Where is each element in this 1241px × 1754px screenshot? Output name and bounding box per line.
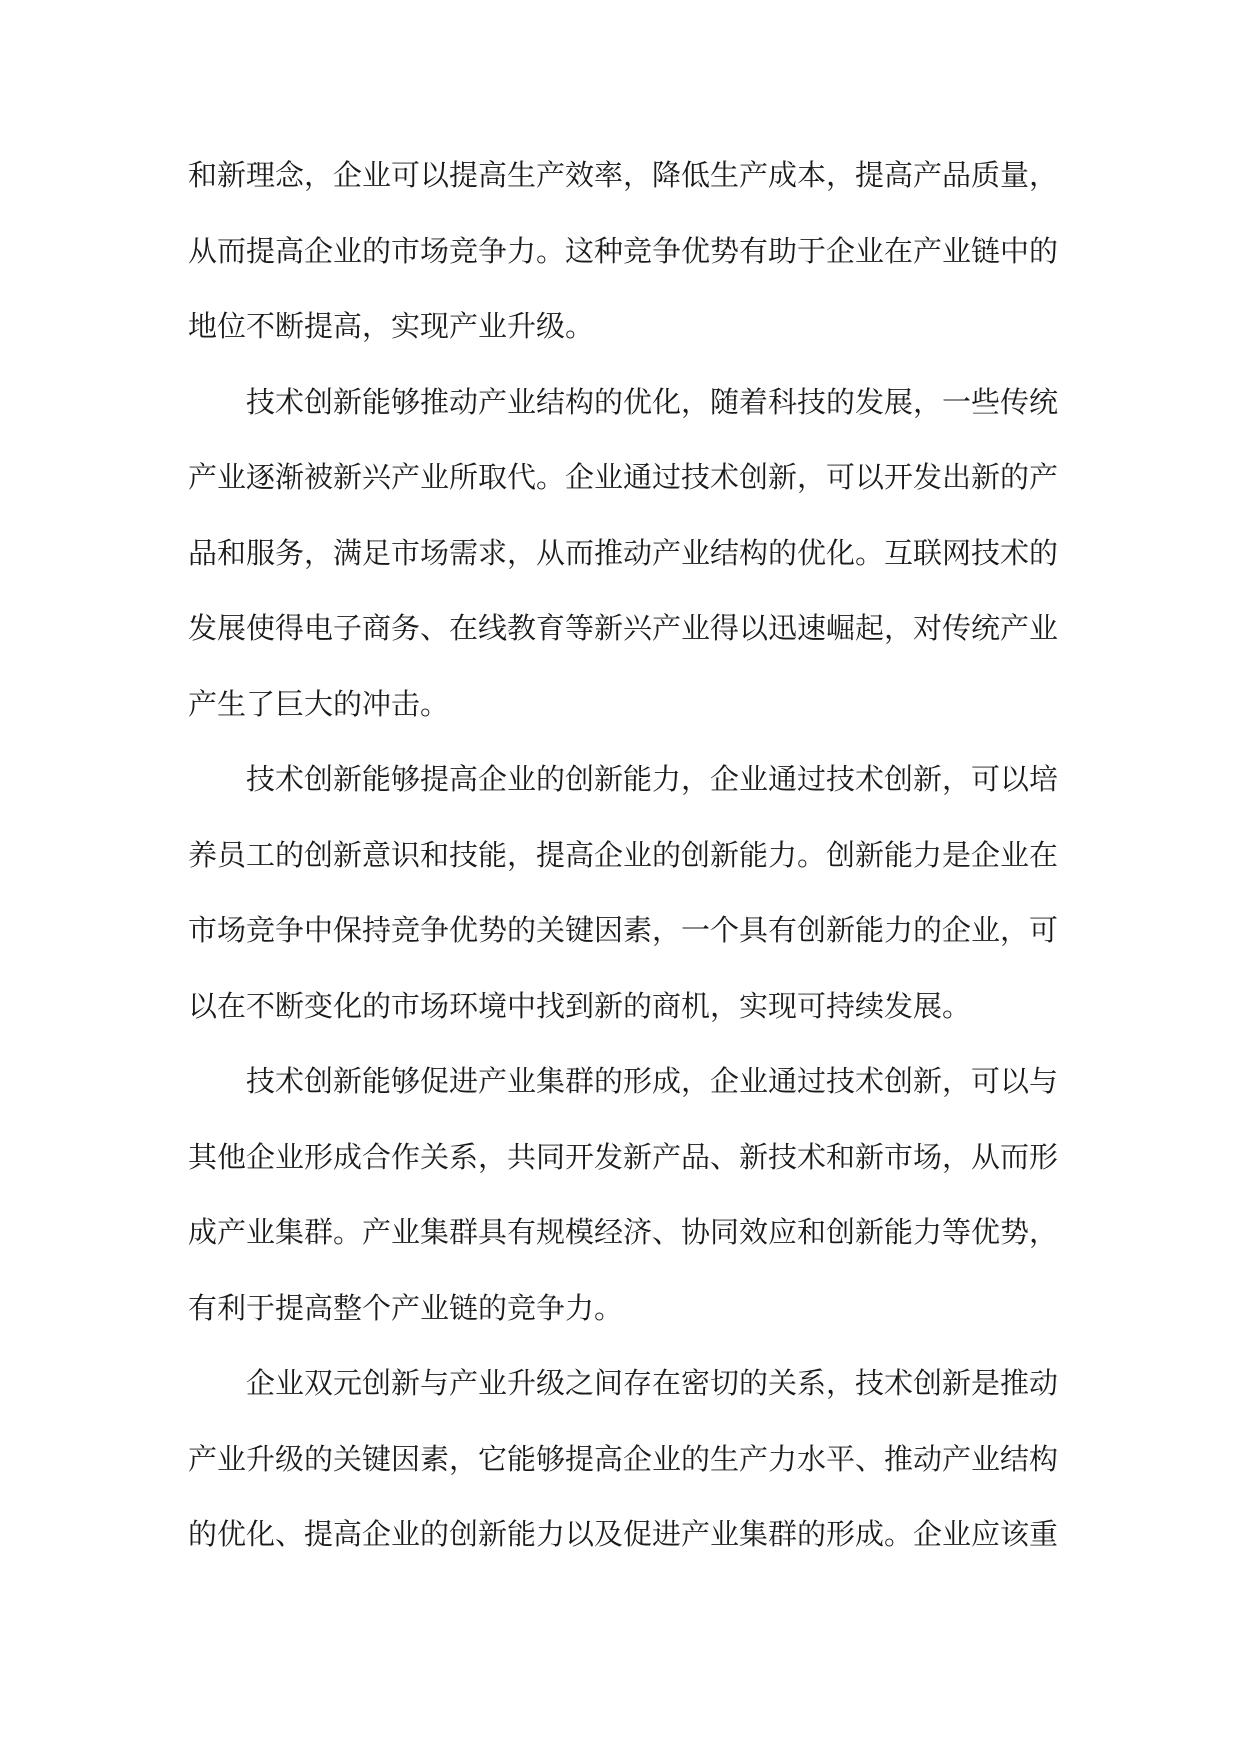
paragraph-4 bbox=[188, 1044, 1058, 1346]
text-line: 技术创新能够推动产业结构的优化，随着科技的发展，一些传统 bbox=[246, 384, 1059, 419]
text-line: 从而提高企业的市场竞争力。这种竞争优势有助于企业在产业链中的 bbox=[188, 233, 1059, 268]
paragraph-3 bbox=[188, 742, 1058, 1044]
text-line: 有利于提高整个产业链的竞争力。 bbox=[188, 1290, 624, 1325]
paragraph-2 bbox=[188, 365, 1058, 743]
text-line: 其他企业形成合作关系，共同开发新产品、新技术和新市场，从而形 bbox=[188, 1139, 1059, 1174]
text-line: 技术创新能够提高企业的创新能力，企业通过技术创新，可以培 bbox=[246, 762, 1059, 796]
text-line: 产业升级的关键因素，它能够提高企业的生产力水平、推动产业结构 bbox=[188, 1441, 1059, 1476]
text-line: 技术创新能够促进产业集群的形成，企业通过技术创新，可以与 bbox=[246, 1064, 1059, 1098]
text-line: 市场竞争中保持竞争优势的关键因素，一个具有创新能力的企业，可 bbox=[188, 913, 1059, 947]
text-line: 的优化、提高企业的创新能力以及促进产业集群的形成。企业应该重 bbox=[188, 1517, 1059, 1551]
text-line: 品和服务，满足市场需求，从而推动产业结构的优化。互联网技术的 bbox=[188, 535, 1059, 570]
text-line: 产生了巨大的冲击。 bbox=[188, 686, 450, 721]
paragraph-1 bbox=[188, 138, 1058, 365]
text-line: 成产业集群。产业集群具有规模经济、协同效应和创新能力等优势， bbox=[188, 1215, 1059, 1249]
text-line: 产业逐渐被新兴产业所取代。企业通过技术创新，可以开发出新的产 bbox=[188, 460, 1059, 494]
text-line: 养员工的创新意识和技能，提高企业的创新能力。创新能力是企业在 bbox=[188, 837, 1059, 872]
text-line: 企业双元创新与产业升级之间存在密切的关系，技术创新是推动 bbox=[246, 1366, 1059, 1400]
text-line: 和新理念，企业可以提高生产效率，降低生产成本，提高产品质量， bbox=[188, 158, 1059, 192]
document-body bbox=[188, 138, 1058, 1573]
paragraph-5 bbox=[188, 1346, 1058, 1573]
text-line: 以在不断变化的市场环境中找到新的商机，实现可持续发展。 bbox=[188, 988, 972, 1023]
text-line: 发展使得电子商务、在线教育等新兴产业得以迅速崛起，对传统产业 bbox=[188, 611, 1059, 645]
text-line: 地位不断提高，实现产业升级。 bbox=[188, 309, 595, 343]
